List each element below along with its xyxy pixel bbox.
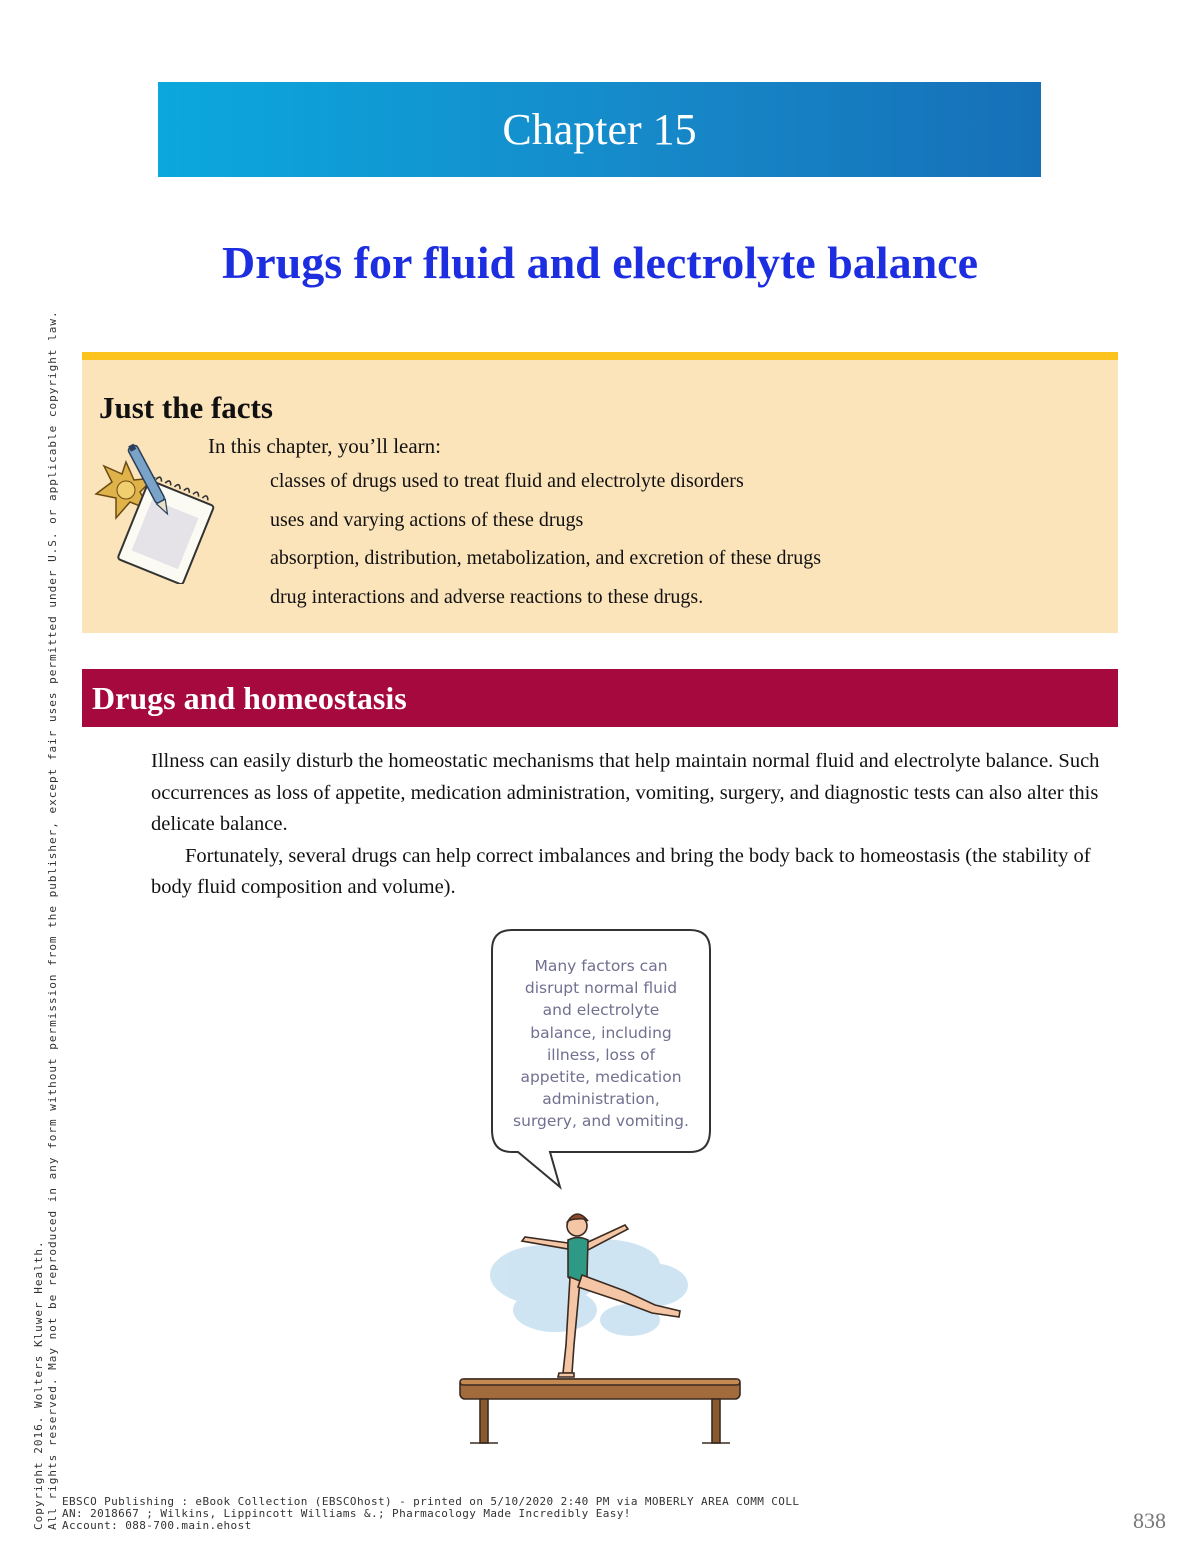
- print-footer: [62, 1496, 799, 1532]
- list-item: drug interactions and adverse reactions to these drugs.: [270, 585, 704, 608]
- paragraph: Fortunately, several drugs can help correct imbalances and bring the body back to homeostasis (the stability of body fluid composition and volume).: [151, 844, 1091, 898]
- facts-intro: In this chapter, you’ll learn:: [208, 434, 441, 458]
- speech-line: administration,: [542, 1090, 660, 1109]
- speech-line: disrupt normal fluid: [524, 979, 678, 998]
- copyright-sidebar: [32, 10, 60, 1530]
- section-header: [82, 669, 1118, 727]
- paragraph: Illness can easily disturb the homeostatic mechanisms that help maintain normal fluid and electrolyte balance. Such occurrences as loss of appetite, medication administration, vomiting, surgery, and diagnostic tests can also alter this delicate balance.: [151, 750, 1100, 835]
- page-number: 838: [1133, 1508, 1166, 1533]
- section-title: Drugs and homeostasis: [92, 679, 407, 716]
- list-item: uses and varying actions of these drugs: [270, 508, 584, 531]
- speech-line: and electrolyte: [542, 1001, 660, 1020]
- speech-bubble: [492, 930, 710, 1152]
- facts-list: [270, 466, 821, 620]
- speech-line: balance, including: [530, 1023, 672, 1042]
- list-item: absorption, distribution, metabolization, and excretion of these drugs: [270, 547, 821, 569]
- footer-line: AN: 2018667 ; Wilkins, Lippincott Williams &.; Pharmacology Made Incredibly Easy!: [62, 1507, 631, 1520]
- chapter-label: Chapter 15: [502, 105, 697, 154]
- rights-line: All rights reserved. May not be reproduced in any form without permission from the publisher, except fair uses permitted under U.S. or applicable copyright law.: [46, 310, 59, 1530]
- footer-line: EBSCO Publishing : eBook Collection (EBSCOhost) - printed on 5/10/2020 2:40 PM via MOBERLY AREA COMM COLL: [62, 1495, 800, 1508]
- notepad-icon: [88, 434, 218, 584]
- speech-line: appetite, medication: [520, 1068, 682, 1087]
- copyright-line: Copyright 2016. Wolters Kluwer Health.: [32, 1240, 45, 1530]
- speech-line: illness, loss of: [546, 1045, 656, 1064]
- facts-heading: Just the facts: [99, 390, 273, 425]
- list-item: classes of drugs used to treat fluid and electrolyte disorders: [270, 470, 744, 492]
- chapter-banner: [158, 82, 1041, 177]
- just-the-facts-box: [82, 352, 1118, 633]
- speech-line: surgery, and vomiting.: [513, 1112, 689, 1131]
- footer-line: Account: 088-700.main.ehost: [62, 1519, 252, 1532]
- chapter-title: Drugs for fluid and electrolyte balance: [222, 237, 978, 288]
- speech-line: Many factors can: [534, 957, 668, 975]
- body-text: [151, 746, 1111, 904]
